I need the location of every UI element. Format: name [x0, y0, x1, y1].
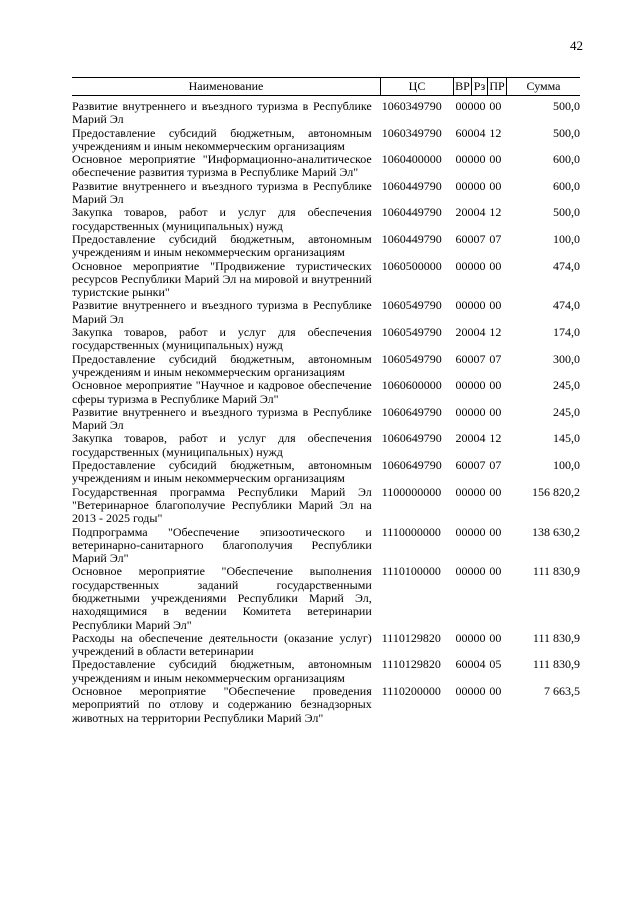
cell-name: Подпрограмма "Обеспечение эпизоотического и ветеринарно-санитарного благополучия Республики Марий Эл" [72, 524, 372, 566]
table-row [72, 180, 580, 207]
cell-cs: 1060649790 [381, 404, 442, 419]
cell-sum: 145,0 [553, 431, 580, 446]
table-row [72, 353, 580, 380]
cell-rz: 00 [473, 684, 486, 699]
cell-cs: 1060600000 [381, 378, 442, 393]
cell-vr: 000 [455, 524, 474, 539]
cell-name: Основное мероприятие "Научное и кадровое обеспечение сферы туризма в Республике Марий Эл" [72, 378, 372, 406]
cell-sum: 500,0 [553, 125, 580, 140]
budget-table [72, 77, 580, 725]
cell-sum: 600,0 [553, 178, 580, 193]
cell-name: Закупка товаров, работ и услуг для обеспечения государственных (муниципальных) нужд [72, 325, 372, 353]
cell-cs: 1060549790 [381, 298, 442, 313]
cell-cs: 1060500000 [381, 258, 442, 273]
header-pr: ПР [488, 78, 507, 95]
cell-sum: 100,0 [553, 458, 580, 473]
cell-cs: 1100000000 [381, 484, 442, 499]
table-row [72, 206, 580, 233]
cell-rz: 00 [473, 152, 486, 167]
cell-sum: 500,0 [553, 99, 580, 113]
cell-sum: 474,0 [553, 258, 580, 273]
cell-cs: 1060549790 [381, 325, 442, 340]
cell-vr: 000 [455, 684, 474, 699]
table-row [72, 486, 580, 526]
cell-rz: 00 [473, 404, 486, 419]
cell-cs: 1060549790 [381, 351, 442, 366]
cell-rz: 00 [473, 630, 486, 645]
table-row [72, 233, 580, 260]
cell-rz: 04 [473, 657, 486, 672]
cell-cs: 1110129820 [381, 630, 441, 645]
cell-sum: 174,0 [553, 325, 580, 340]
cell-pr: 00 [489, 684, 502, 699]
cell-sum: 111 830,9 [532, 564, 580, 579]
cell-cs: 1060400000 [381, 152, 442, 167]
cell-rz: 00 [473, 99, 486, 113]
cell-sum: 245,0 [553, 404, 580, 419]
cell-name: Развитие внутреннего и въездного туризма в Республике Марий Эл [72, 178, 372, 207]
cell-cs: 1060449790 [381, 231, 442, 246]
cell-pr: 12 [489, 325, 502, 340]
table-body [72, 96, 580, 725]
page-number: 42 [570, 38, 583, 53]
cell-vr: 000 [455, 152, 474, 167]
cell-rz: 04 [473, 205, 486, 220]
cell-cs: 1060649790 [381, 458, 442, 473]
cell-cs: 1060649790 [381, 431, 442, 446]
header-rz: Рз [472, 78, 488, 95]
cell-sum: 156 820,2 [532, 484, 580, 499]
cell-pr: 00 [489, 564, 502, 579]
cell-cs: 1060349790 [381, 125, 442, 140]
table-row [72, 432, 580, 459]
cell-cs: 1060349790 [381, 99, 442, 113]
cell-vr: 000 [455, 258, 474, 273]
cell-vr: 600 [455, 351, 474, 366]
cell-rz: 00 [473, 484, 486, 499]
cell-vr: 000 [455, 484, 474, 499]
cell-name: Основное мероприятие "Продвижение туристических ресурсов Республики Марий Эл на мировой и внутренний туристские рынки" [72, 258, 372, 300]
cell-vr: 000 [455, 298, 474, 313]
table-row [72, 326, 580, 353]
table-row [72, 565, 580, 631]
cell-cs: 1110100000 [381, 564, 441, 579]
cell-vr: 600 [455, 458, 474, 473]
table-row [72, 260, 580, 300]
table-row [72, 658, 580, 685]
cell-vr: 000 [455, 378, 474, 393]
cell-vr: 600 [455, 125, 474, 140]
cell-rz: 04 [473, 431, 486, 446]
cell-name: Предоставление субсидий бюджетным, автономным учреждениям и иным некоммерческим организациям [72, 231, 372, 260]
cell-name: Закупка товаров, работ и услуг для обеспечения государственных (муниципальных) нужд [72, 431, 372, 459]
cell-pr: 00 [489, 524, 502, 539]
table-row [72, 685, 580, 725]
cell-pr: 00 [489, 152, 502, 167]
cell-name: Основное мероприятие "Обеспечение выполнения государственных заданий государственными бюджетными учреждениями Республики Марий Эл, находящимися в ведении Комитета ветеринарии Республики Марий Эл" [72, 564, 372, 632]
cell-name: Развитие внутреннего и въездного туризма в Республике Марий Эл [72, 298, 372, 326]
cell-pr: 00 [489, 484, 502, 499]
cell-cs: 1110200000 [381, 684, 441, 699]
cell-sum: 7 663,5 [544, 684, 580, 699]
cell-cs: 1060449790 [381, 178, 442, 193]
cell-vr: 000 [455, 178, 474, 193]
cell-rz: 04 [473, 325, 486, 340]
cell-pr: 07 [489, 231, 502, 246]
cell-pr: 00 [489, 178, 502, 193]
cell-pr: 00 [489, 99, 502, 113]
cell-pr: 12 [489, 125, 502, 140]
cell-pr: 12 [489, 205, 502, 220]
cell-sum: 100,0 [553, 231, 580, 246]
cell-name: Закупка товаров, работ и услуг для обеспечения государственных (муниципальных) нужд [72, 205, 372, 233]
cell-rz: 07 [473, 351, 486, 366]
cell-rz: 00 [473, 258, 486, 273]
table-row [72, 526, 580, 566]
table-row [72, 379, 580, 406]
cell-sum: 111 830,9 [532, 657, 580, 672]
header-sum: Сумма [526, 79, 561, 93]
cell-sum: 245,0 [553, 378, 580, 393]
header-name: Наименование [72, 78, 381, 95]
cell-pr: 12 [489, 431, 502, 446]
cell-vr: 000 [455, 404, 474, 419]
cell-pr: 07 [489, 458, 502, 473]
table-row [72, 127, 580, 154]
table-row [72, 406, 580, 433]
cell-name: Предоставление субсидий бюджетным, автономным учреждениям и иным некоммерческим организациям [72, 351, 372, 379]
cell-rz: 07 [473, 458, 486, 473]
cell-sum: 300,0 [553, 351, 580, 366]
cell-vr: 200 [455, 205, 474, 220]
cell-pr: 07 [489, 351, 502, 366]
cell-name: Расходы на обеспечение деятельности (оказание услуг) учреждений в области ветеринарии [72, 630, 372, 659]
table-row [72, 153, 580, 180]
table-row [72, 459, 580, 486]
table-row [72, 299, 580, 326]
cell-pr: 00 [489, 404, 502, 419]
cell-pr: 00 [489, 258, 502, 273]
cell-rz: 00 [473, 298, 486, 313]
cell-pr: 00 [489, 630, 502, 645]
cell-name: Предоставление субсидий бюджетным, автономным учреждениям и иным некоммерческим организациям [72, 657, 372, 685]
header-cs: ЦС [381, 78, 454, 95]
cell-rz: 04 [473, 125, 486, 140]
cell-rz: 00 [473, 564, 486, 579]
cell-name: Развитие внутреннего и въездного туризма в Республике Марий Эл [72, 99, 372, 127]
cell-rz: 00 [473, 524, 486, 539]
cell-name: Государственная программа Республики Марий Эл "Ветеринарное благополучие Республики Марий Эл на 2013 - 2025 годы" [72, 484, 372, 526]
cell-rz: 00 [473, 178, 486, 193]
cell-cs: 1110129820 [381, 657, 441, 672]
cell-sum: 474,0 [553, 298, 580, 313]
cell-name: Развитие внутреннего и въездного туризма в Республике Марий Эл [72, 404, 372, 433]
cell-pr: 05 [489, 657, 502, 672]
cell-sum: 500,0 [553, 205, 580, 220]
cell-sum: 138 630,2 [532, 524, 580, 539]
table-header [72, 77, 580, 96]
table-row [72, 100, 580, 127]
cell-vr: 000 [455, 630, 474, 645]
cell-name: Основное мероприятие "Информационно-аналитическое обеспечение развития туризма в Республике Марий Эл" [72, 152, 372, 180]
cell-cs: 1060449790 [381, 205, 442, 220]
cell-vr: 000 [455, 99, 474, 113]
cell-name: Основное мероприятие "Обеспечение проведения мероприятий по отлову и содержанию безнадзорных животных на территории Республики Марий Эл" [72, 684, 372, 725]
cell-vr: 600 [455, 231, 474, 246]
cell-cs: 1110000000 [381, 524, 441, 539]
cell-vr: 000 [455, 564, 474, 579]
cell-vr: 600 [455, 657, 474, 672]
cell-sum: 111 830,9 [532, 630, 580, 645]
cell-name: Предоставление субсидий бюджетным, автономным учреждениям и иным некоммерческим организациям [72, 125, 372, 153]
cell-vr: 200 [455, 431, 474, 446]
cell-pr: 00 [489, 298, 502, 313]
header-vr: ВР [454, 78, 472, 95]
table-row [72, 632, 580, 659]
cell-sum: 600,0 [553, 152, 580, 167]
cell-rz: 00 [473, 378, 486, 393]
cell-name: Предоставление субсидий бюджетным, автономным учреждениям и иным некоммерческим организациям [72, 458, 372, 486]
cell-rz: 07 [473, 231, 486, 246]
cell-pr: 00 [489, 378, 502, 393]
cell-vr: 200 [455, 325, 474, 340]
